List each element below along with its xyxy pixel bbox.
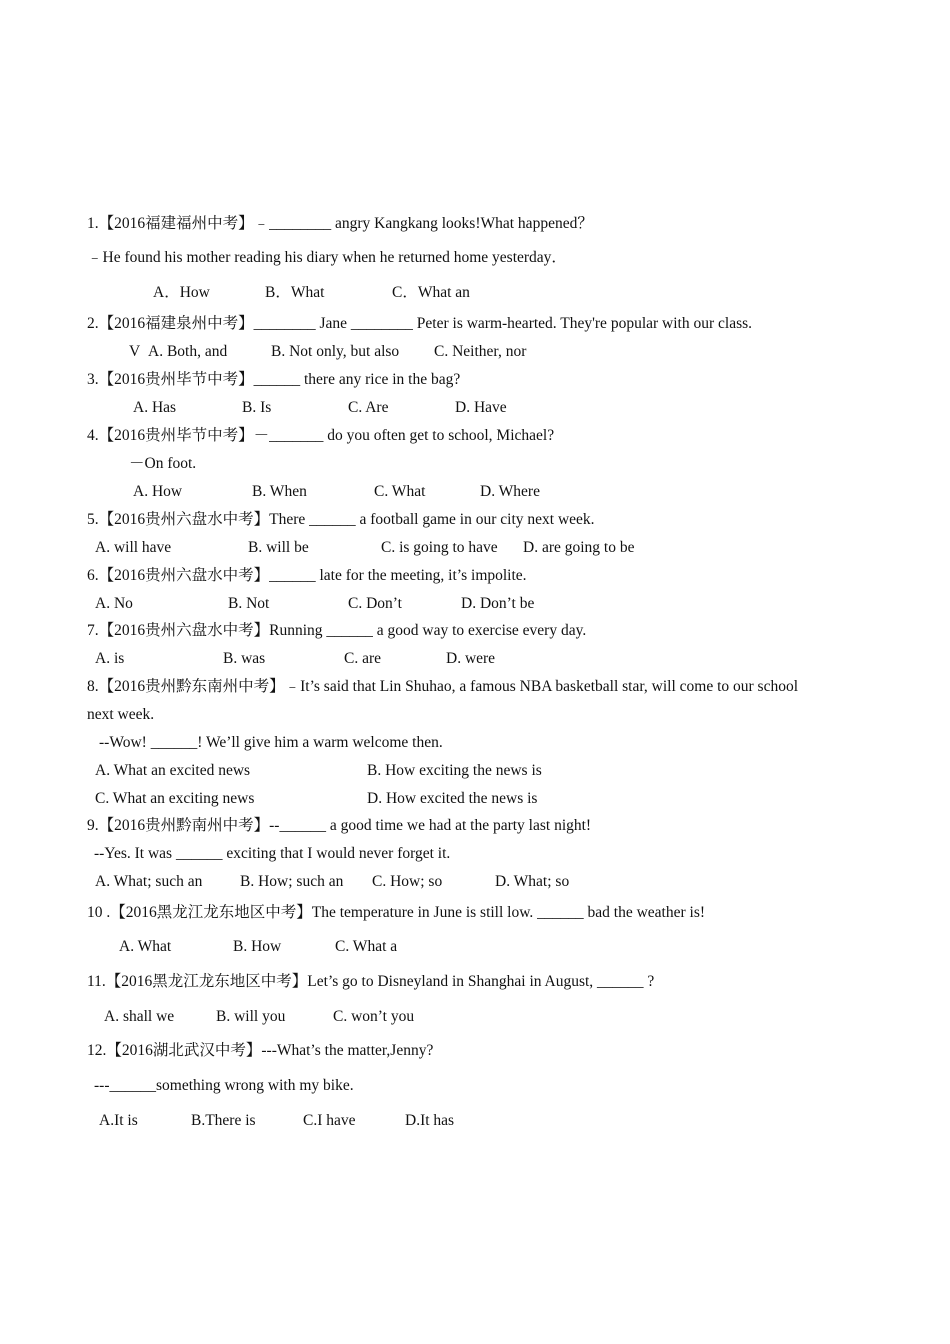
question-3-option-d: D. Have	[455, 399, 507, 416]
question-6-stem: 6.【2016贵州六盘水中考】______ late for the meeting, it’s impolite.	[87, 567, 527, 584]
question-10-option-a: A. What	[119, 938, 172, 955]
question-4-line-2: －On foot.	[129, 455, 197, 472]
question-8-option-b: B. How exciting the news is	[367, 762, 542, 779]
question-12-option-a: A.It is	[99, 1112, 138, 1129]
question-5-stem: 5.【2016贵州六盘水中考】There ______ a football game in our city next week.	[87, 511, 595, 528]
question-10-option-c: C. What a	[335, 938, 398, 955]
question-6-option-d: D. Don’t be	[461, 595, 535, 612]
question-2-option-c: C. Neither, nor	[434, 343, 527, 360]
question-1-option-c: C．What an	[392, 284, 470, 301]
question-3-option-a: A. Has	[133, 399, 177, 416]
question-11-option-c: C. won’t you	[333, 1008, 415, 1025]
question-3-option-b: B. Is	[242, 399, 272, 416]
question-11-option-a: A. shall we	[104, 1008, 175, 1025]
question-6-option-c: C. Don’t	[348, 595, 402, 612]
question-9-stem: 9.【2016贵州黔南州中考】--______ a good time we had at the party last night!	[87, 817, 592, 834]
question-2-prefix: V	[129, 343, 141, 360]
question-4-option-c: C. What	[374, 483, 426, 500]
question-12-stem: 12.【2016湖北武汉中考】---What’s the matter,Jenny?	[87, 1042, 434, 1059]
question-8-option-d: D. How excited the news is	[367, 790, 538, 807]
question-6-option-b: B. Not	[228, 595, 270, 612]
question-7-option-b: B. was	[223, 650, 266, 667]
question-1-option-b: B．What	[265, 284, 325, 301]
question-5-option-a: A. will have	[95, 539, 172, 556]
question-5-option-d: D. are going to be	[523, 539, 635, 556]
question-12-line-2: ---______something wrong with my bike.	[94, 1077, 354, 1094]
question-9-option-b: B. How; such an	[240, 873, 344, 890]
question-5-option-c: C. is going to have	[381, 539, 498, 556]
question-1-line-2: ﹣He found his mother reading his diary when he returned home yesterday．	[87, 249, 567, 266]
question-2-option-b: B. Not only, but also	[271, 343, 400, 360]
question-7-stem: 7.【2016贵州六盘水中考】Running ______ a good way to exercise every day.	[87, 622, 587, 639]
question-9-option-c: C. How; so	[372, 873, 443, 890]
question-12-option-b: B.There is	[191, 1112, 256, 1129]
question-3-option-c: C. Are	[348, 399, 389, 416]
question-12-option-c: C.I have	[303, 1112, 356, 1129]
question-8-line-3: --Wow! ______! We’ll give him a warm welcome then.	[99, 734, 443, 751]
question-7-option-d: D. were	[446, 650, 496, 667]
question-11-option-b: B. will you	[216, 1008, 286, 1025]
question-1-option-a: A．How	[153, 284, 210, 301]
question-8-stem: 8.【2016贵州黔东南州中考】﹣It’s said that Lin Shuhao, a famous NBA basketball star, will come to our school	[87, 678, 799, 695]
question-4-option-a: A. How	[133, 483, 183, 500]
question-6-option-a: A. No	[95, 595, 133, 612]
question-9-line-2: --Yes. It was ______ exciting that I would never forget it.	[94, 845, 451, 862]
question-5-option-b: B. will be	[248, 539, 309, 556]
question-3-stem: 3.【2016贵州毕节中考】______ there any rice in the bag?	[87, 371, 461, 388]
question-1-stem: 1.【2016福建福州中考】﹣________ angry Kangkang looks!What happened？	[87, 215, 593, 232]
question-11-stem: 11.【2016黑龙江龙东地区中考】Let’s go to Disneyland in Shanghai in August, ______ ?	[87, 973, 655, 990]
question-8-option-c: C. What an exciting news	[95, 790, 255, 807]
question-8-line-2: next week.	[87, 706, 155, 723]
question-4-option-b: B. When	[252, 483, 307, 500]
question-2-option-a: A. Both, and	[148, 343, 228, 360]
question-4-option-d: D. Where	[480, 483, 540, 500]
question-10-stem: 10 .【2016黑龙江龙东地区中考】The temperature in June is still low. ______ bad the weather is!	[87, 904, 706, 921]
question-9-option-a: A. What; such an	[95, 873, 203, 890]
question-12-option-d: D.It has	[405, 1112, 455, 1129]
question-7-option-a: A. is	[95, 650, 125, 667]
question-9-option-d: D. What; so	[495, 873, 570, 890]
question-10-option-b: B. How	[233, 938, 282, 955]
question-4-stem: 4.【2016贵州毕节中考】－_______ do you often get to school, Michael?	[87, 427, 555, 444]
question-8-option-a: A. What an excited news	[95, 762, 251, 779]
question-2-stem: 2.【2016福建泉州中考】________ Jane ________ Peter is warm-hearted. They're popular with our class.	[87, 315, 753, 332]
question-7-option-c: C. are	[344, 650, 382, 667]
